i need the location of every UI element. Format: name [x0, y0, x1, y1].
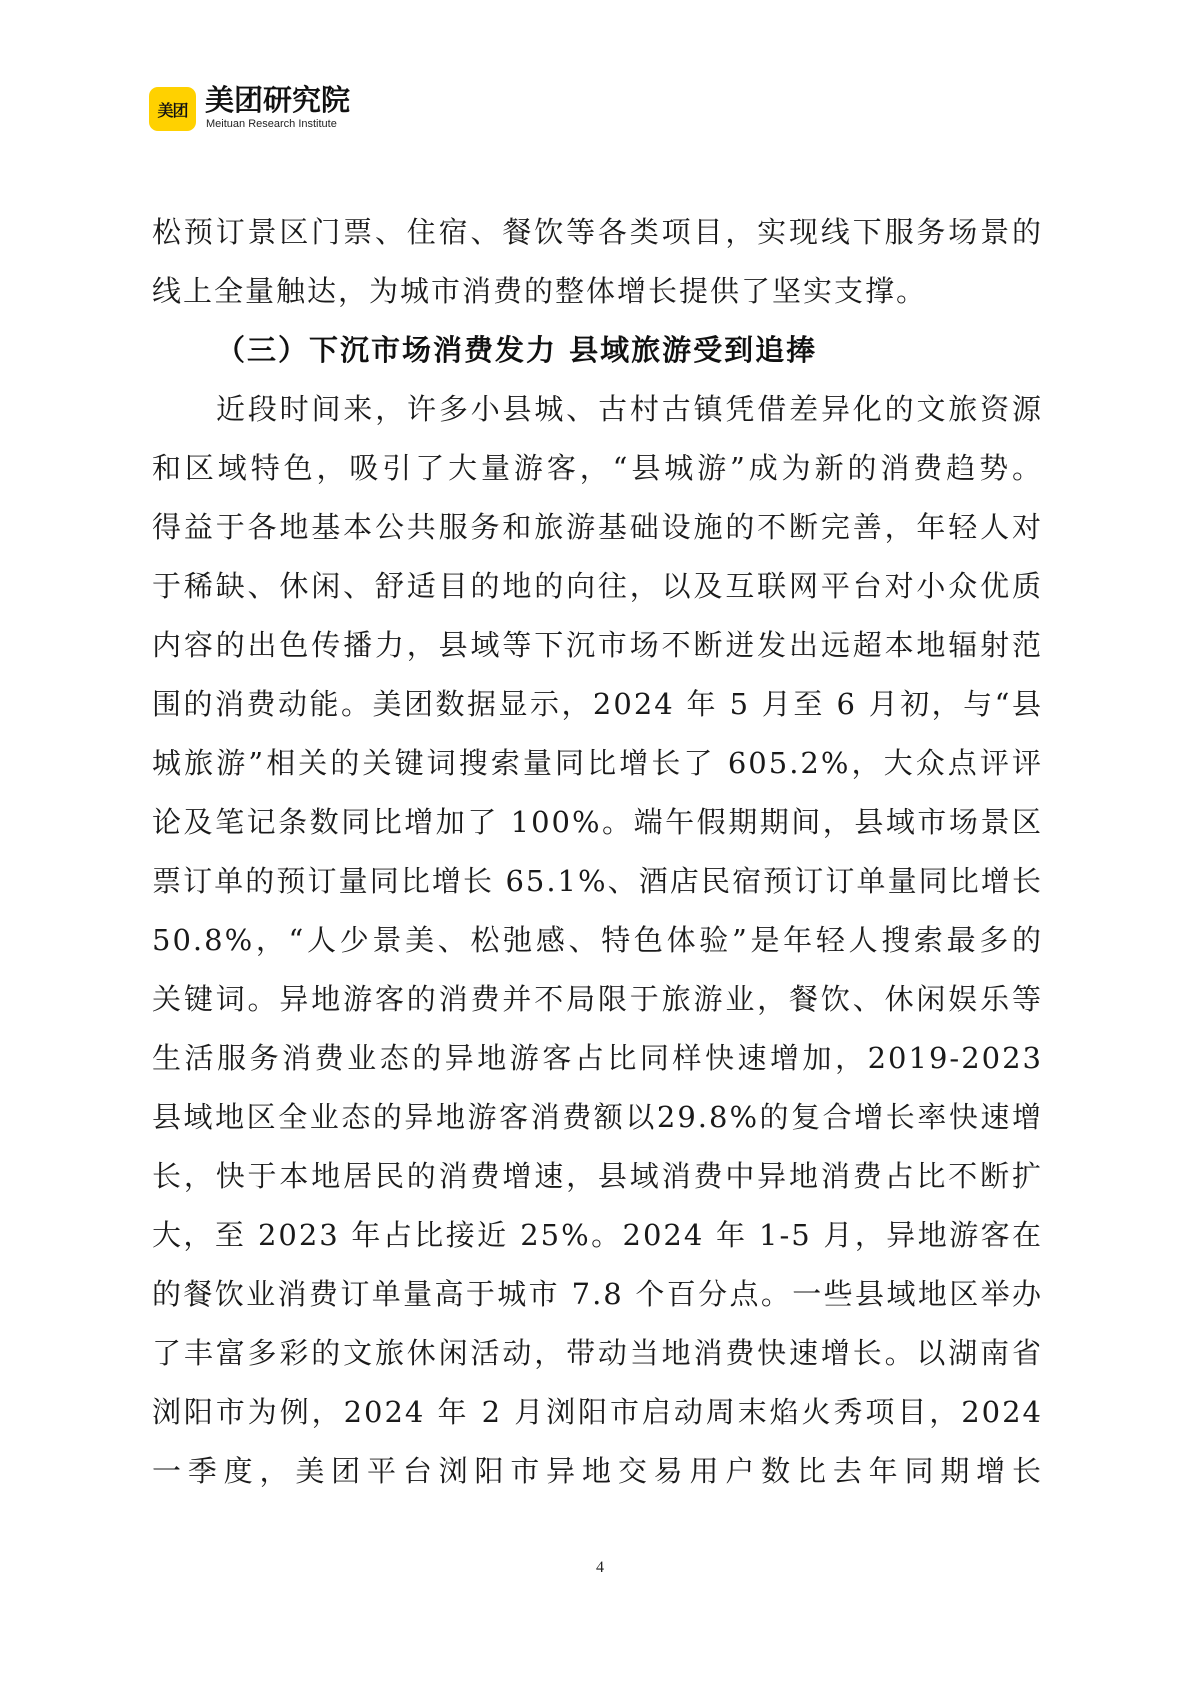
text-line: 浏阳市为例，2024 年 2 月浏阳市启动周末焰火秀项目，2024 [152, 1395, 1043, 1429]
text-line: 城旅游”相关的关键词搜索量同比增长了 605.2%，大众点评评 [152, 746, 1043, 780]
page-number: 4 [596, 1559, 604, 1576]
text-line: 关键词。异地游客的消费并不局限于旅游业，餐饮、休闲娱乐等 [152, 982, 1043, 1016]
text-line: 得益于各地基本公共服务和旅游基础设施的不断完善，年轻人对 [152, 510, 1043, 544]
section-heading: （三）下沉市场消费发力 县域旅游受到追捧 [216, 333, 818, 367]
text-line: 大，至 2023 年占比接近 25%。2024 年 1-5 月，异地游客在 [152, 1218, 1043, 1252]
document-body [152, 203, 1043, 1501]
text-line: 线上全量触达，为城市消费的整体增长提供了坚实支撑。 [152, 274, 928, 308]
text-line: 和区域特色，吸引了大量游客，“县城游”成为新的消费趋势。 [152, 451, 1043, 485]
text-line: 50.8%，“人少景美、松弛感、特色体验”是年轻人搜索最多的 [152, 923, 1043, 957]
text-line: 生活服务消费业态的异地游客占比同样快速增加，2019-2023 [152, 1041, 1043, 1075]
text-line: 于稀缺、休闲、舒适目的地的向往，以及互联网平台对小众优质 [152, 569, 1043, 603]
logo-mark: 美团 [149, 87, 196, 131]
text-line: 围的消费动能。美团数据显示，2024 年 5 月至 6 月初，与“县 [152, 687, 1043, 721]
text-line: 县域地区全业态的异地游客消费额以29.8%的复合增长率快速增 [152, 1100, 1043, 1134]
org-name-en: Meituan Research Institute [206, 118, 337, 130]
text-line: 的餐饮业消费订单量高于城市 7.8 个百分点。一些县域地区举办 [152, 1277, 1043, 1311]
text-line: 长，快于本地居民的消费增速，县域消费中异地消费占比不断扩 [152, 1159, 1043, 1193]
text-line: 松预订景区门票、住宿、餐饮等各类项目，实现线下服务场景的 [152, 215, 1043, 249]
org-name: 美团研究院 [205, 83, 351, 117]
text-line: 票订单的预订量同比增长 65.1%、酒店民宿预订订单量同比增长 [152, 864, 1043, 898]
text-line: 论及笔记条数同比增加了 100%。端午假期期间，县域市场景区 [152, 805, 1043, 839]
text-line: 了丰富多彩的文旅休闲活动，带动当地消费快速增长。以湖南省 [152, 1336, 1043, 1370]
text-line: 内容的出色传播力，县域等下沉市场不断迸发出远超本地辐射范 [152, 628, 1043, 662]
text-line: 近段时间来，许多小县城、古村古镇凭借差异化的文旅资源 [216, 392, 1043, 426]
text-line: 一季度，美团平台浏阳市异地交易用户数比去年同期增长 [152, 1454, 1043, 1488]
meituan-research-logo [149, 83, 379, 134]
